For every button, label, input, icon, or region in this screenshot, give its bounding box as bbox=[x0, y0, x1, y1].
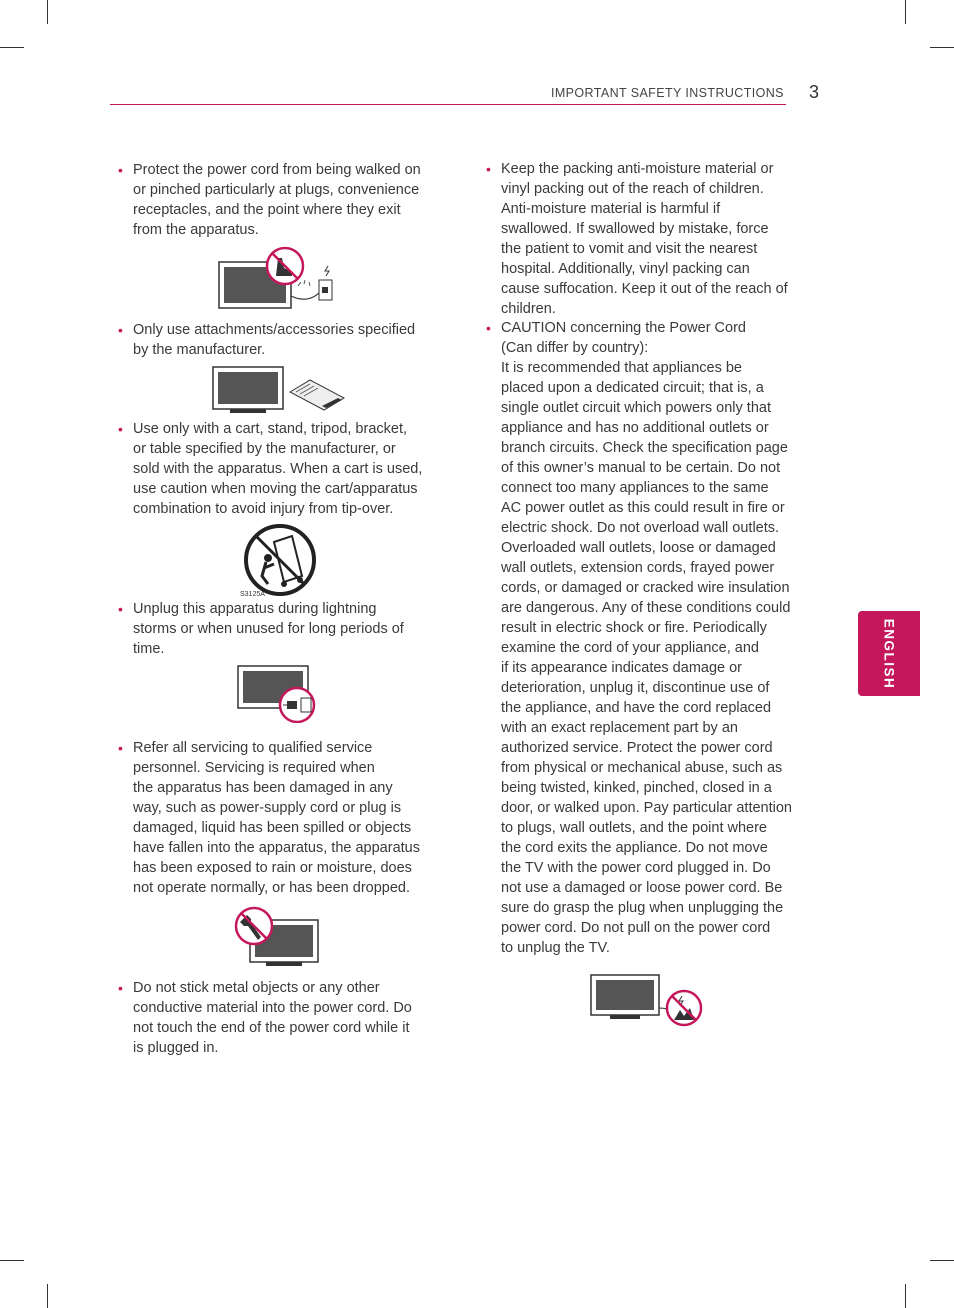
crop-mark bbox=[905, 0, 906, 24]
bullet-text: Refer all servicing to qualified service personnel. Servicing is required when the apparatus has been damaged in any way, such as power-supply cord or plug is damaged, liquid has been spilled or objects have fallen into the apparatus, the apparatus has been exposed to rain or moisture, does not operate normally, or has been dropped. bbox=[133, 740, 420, 896]
crop-mark bbox=[47, 0, 48, 24]
list-item bbox=[486, 318, 792, 958]
list-item bbox=[118, 599, 404, 659]
crop-mark bbox=[0, 47, 24, 48]
cart-code-label: S3125A bbox=[240, 591, 265, 598]
tv-cord-trample-illustration bbox=[218, 246, 354, 310]
crop-mark bbox=[0, 1260, 24, 1261]
bullet-icon: • bbox=[486, 161, 491, 177]
section-title: IMPORTANT SAFETY INSTRUCTIONS bbox=[551, 86, 784, 100]
bullet-icon: • bbox=[118, 980, 123, 996]
crop-mark bbox=[930, 1260, 954, 1261]
tv-accessories-illustration bbox=[212, 366, 348, 416]
bullet-icon: • bbox=[118, 601, 123, 617]
crop-mark bbox=[47, 1284, 48, 1308]
bullet-icon: • bbox=[118, 162, 123, 178]
bullet-icon: • bbox=[118, 421, 123, 437]
tv-cord-pull-illustration bbox=[590, 974, 704, 1030]
page-number: 3 bbox=[809, 82, 820, 102]
list-item bbox=[118, 738, 420, 898]
language-tab bbox=[858, 611, 920, 696]
language-label: ENGLISH bbox=[881, 618, 897, 689]
list-item bbox=[486, 159, 788, 319]
list-item bbox=[118, 160, 421, 240]
tv-unplug-illustration bbox=[237, 665, 319, 723]
bullet-icon: • bbox=[118, 740, 123, 756]
crop-mark bbox=[930, 47, 954, 48]
bullet-text: Use only with a cart, stand, tripod, bracket, or table specified by the manufacturer, or sold with the apparatus. When a cart is used, use caution when moving the cart/apparatus combination to avoid injury from tip-over. bbox=[133, 421, 423, 517]
bullet-text: Do not stick metal objects or any other conductive material into the power cord. Do not touch the end of the power cord while it is plugged in. bbox=[133, 980, 412, 1056]
list-item bbox=[118, 978, 412, 1058]
crop-mark bbox=[905, 1284, 906, 1308]
bullet-text: CAUTION concerning the Power Cord (Can differ by country): It is recommended that appliances be placed upon a dedicated circuit; that is, a single outlet circuit which powers only that appliance and has no additional outlets or branch circuits. Check the specification page of this owner’s manual to be certain. Do not connect too many appliances to the same AC power outlet as this could result in fire or electric shock. Do not overload wall outlets. Overloaded wall outlets, loose or damaged wall outlets, extension cords, frayed power cords, or damaged or cracked wire insulation are dangerous. Any of these conditions could result in electric shock or fire. Periodically examine the cord of your appliance, and if its appearance indicates damage or deterioration, unplug it, discontinue use of the appliance, and have the cord replaced with an exact replacement part by an authorized service. Protect the power cord from physical or mechanical abuse, such as being twisted, kinked, pinched, closed in a door, or walked upon. Pay particular attention to plugs, wall outlets, and the point where the cord exits the appliance. Do not move the TV with the power cord plugged in. Do not use a damaged or loose power cord. Be sure do grasp the plug when unplugging the power cord. Do not pull on the power cord to unplug the TV. bbox=[501, 320, 792, 956]
bullet-text: Keep the packing anti-moisture material or vinyl packing out of the reach of children. Anti-moisture material is harmful if swallowed. If swallowed by mistake, force the patient to vomit and visit the nearest hospital. Additionally, vinyl packing can cause suffocation. Keep it out of the reach of children. bbox=[501, 161, 788, 317]
bullet-text: Protect the power cord from being walked on or pinched particularly at plugs, convenience receptacles, and the point where they exit from the apparatus. bbox=[133, 162, 421, 238]
bullet-icon: • bbox=[118, 322, 123, 338]
bullet-icon: • bbox=[486, 320, 491, 336]
header-rule bbox=[110, 104, 786, 105]
list-item bbox=[118, 419, 423, 519]
bullet-text: Only use attachments/accessories specified by the manufacturer. bbox=[133, 322, 416, 358]
list-item bbox=[118, 320, 416, 360]
cart-tip-over-warning-icon bbox=[244, 524, 316, 596]
bullet-text: Unplug this apparatus during lightning storms or when unused for long periods of time. bbox=[133, 601, 404, 657]
no-self-service-illustration bbox=[234, 906, 322, 970]
